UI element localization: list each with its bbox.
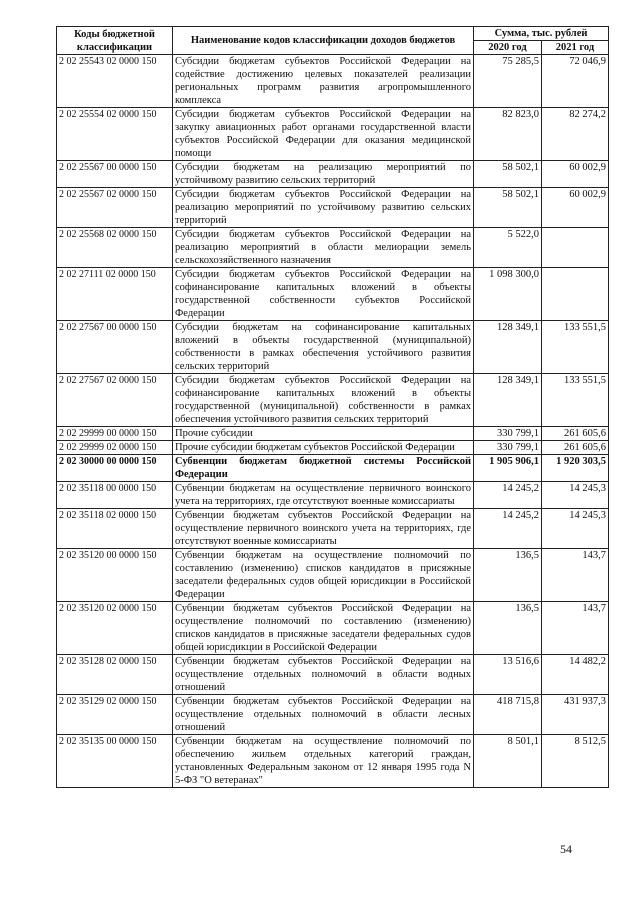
page-number: 54 [560, 842, 572, 856]
amount-2021-cell: 133 551,5 [542, 374, 609, 427]
table-row [57, 188, 609, 228]
amount-2021-cell: 143,7 [542, 549, 609, 602]
amount-2021-cell: 8 512,5 [542, 735, 609, 788]
table-row [57, 482, 609, 509]
budget-code-cell: 2 02 35129 02 0000 150 [57, 695, 173, 735]
amount-2021-cell: 14 245,3 [542, 482, 609, 509]
amount-2020-cell: 75 285,5 [474, 55, 542, 108]
budget-code-cell: 2 02 29999 02 0000 150 [57, 441, 173, 455]
amount-2020-cell: 58 502,1 [474, 161, 542, 188]
amount-2021-cell [542, 228, 609, 268]
amount-2021-cell: 261 605,6 [542, 441, 609, 455]
amount-2021-cell: 60 002,9 [542, 161, 609, 188]
amount-2020-cell: 136,5 [474, 549, 542, 602]
amount-2020-cell: 58 502,1 [474, 188, 542, 228]
table-row [57, 655, 609, 695]
table-row [57, 228, 609, 268]
budget-code-cell: 2 02 25567 00 0000 150 [57, 161, 173, 188]
table-body [57, 55, 609, 788]
amount-2020-cell: 1 098 300,0 [474, 268, 542, 321]
amount-2020-cell: 5 522,0 [474, 228, 542, 268]
amount-2020-cell: 128 349,1 [474, 374, 542, 427]
amount-2021-cell: 133 551,5 [542, 321, 609, 374]
table-row [57, 509, 609, 549]
amount-2020-cell: 136,5 [474, 602, 542, 655]
header-year-2021: 2021 год [542, 41, 609, 55]
budget-code-cell: 2 02 27567 00 0000 150 [57, 321, 173, 374]
income-name-cell: Субвенции бюджетам субъектов Российской Федерации на осуществление отдельных полномочий в области водных отношений [173, 655, 474, 695]
amount-2020-cell: 14 245,2 [474, 509, 542, 549]
amount-2021-cell: 431 937,3 [542, 695, 609, 735]
income-name-cell: Субсидии бюджетам субъектов Российской Федерации на софинансирование капитальных вложений в объекты государственной собственности субъектов Российской Федерации [173, 268, 474, 321]
table-row [57, 441, 609, 455]
amount-2021-cell: 261 605,6 [542, 427, 609, 441]
amount-2021-cell: 14 482,2 [542, 655, 609, 695]
amount-2020-cell: 82 823,0 [474, 108, 542, 161]
amount-2021-cell: 143,7 [542, 602, 609, 655]
income-name-cell: Субсидии бюджетам субъектов Российской Федерации на содействие достижению целевых показателей реализации региональных программ развития агропромышленного комплекса [173, 55, 474, 108]
budget-code-cell: 2 02 30000 00 0000 150 [57, 455, 173, 482]
income-name-cell: Субсидии бюджетам на софинансирование капитальных вложений в объекты государственной (муниципальной) собственности в рамках обеспечения устойчивого развития сельских территорий [173, 321, 474, 374]
amount-2020-cell: 14 245,2 [474, 482, 542, 509]
amount-2020-cell: 330 799,1 [474, 441, 542, 455]
income-name-cell: Субсидии бюджетам субъектов Российской Федерации на реализацию мероприятий в области мелиорации земель сельскохозяйственного назначения [173, 228, 474, 268]
income-name-cell: Субвенции бюджетам субъектов Российской Федерации на осуществление первичного воинского учета на территориях, где отсутствуют военные комиссариаты [173, 509, 474, 549]
amount-2020-cell: 128 349,1 [474, 321, 542, 374]
amount-2021-cell: 82 274,2 [542, 108, 609, 161]
income-name-cell: Субсидии бюджетам субъектов Российской Федерации на закупку авиационных работ органами государственной власти субъектов Российской Федерации для оказания медицинской помощи [173, 108, 474, 161]
income-name-cell: Субвенции бюджетам на осуществление полномочий по составлению (изменению) списков кандидатов в присяжные заседатели федеральных судов общей юрисдикции в Российской Федерации [173, 549, 474, 602]
budget-code-cell: 2 02 25567 02 0000 150 [57, 188, 173, 228]
header-sum: Сумма, тыс. рублей [474, 27, 609, 41]
table-row [57, 549, 609, 602]
income-name-cell: Прочие субсидии бюджетам субъектов Российской Федерации [173, 441, 474, 455]
amount-2020-cell: 8 501,1 [474, 735, 542, 788]
table-row [57, 321, 609, 374]
budget-code-cell: 2 02 35120 02 0000 150 [57, 602, 173, 655]
header-name: Наименование кодов классификации доходов бюджетов [173, 27, 474, 55]
table-row [57, 268, 609, 321]
amount-2021-cell: 60 002,9 [542, 188, 609, 228]
budget-code-cell: 2 02 29999 00 0000 150 [57, 427, 173, 441]
income-name-cell: Субсидии бюджетам субъектов Российской Федерации на реализацию мероприятий по устойчивому развитию сельских территорий [173, 188, 474, 228]
income-name-cell: Прочие субсидии [173, 427, 474, 441]
amount-2020-cell: 1 905 906,1 [474, 455, 542, 482]
amount-2020-cell: 330 799,1 [474, 427, 542, 441]
table-row [57, 55, 609, 108]
amount-2020-cell: 13 516,6 [474, 655, 542, 695]
budget-code-cell: 2 02 35118 00 0000 150 [57, 482, 173, 509]
budget-code-cell: 2 02 35128 02 0000 150 [57, 655, 173, 695]
table-row [57, 108, 609, 161]
header-code: Коды бюджетной классификации [57, 27, 173, 55]
table-row [57, 602, 609, 655]
income-name-cell: Субвенции бюджетам субъектов Российской Федерации на осуществление полномочий по составлению (изменению) списков кандидатов в присяжные заседатели федеральных судов общей юрисдикции в Российской Федерации [173, 602, 474, 655]
table-row [57, 161, 609, 188]
income-name-cell: Субсидии бюджетам субъектов Российской Федерации на софинансирование капитальных вложений в объекты государственной (муниципальной) собственности в рамках обеспечения устойчивого развития сельских территорий [173, 374, 474, 427]
income-name-cell: Субвенции бюджетам субъектов Российской Федерации на осуществление отдельных полномочий в области лесных отношений [173, 695, 474, 735]
table-header [57, 27, 609, 55]
amount-2020-cell: 418 715,8 [474, 695, 542, 735]
table-row [57, 455, 609, 482]
budget-code-cell: 2 02 27567 02 0000 150 [57, 374, 173, 427]
table-row [57, 427, 609, 441]
table-row [57, 735, 609, 788]
income-name-cell: Субвенции бюджетам на осуществление полномочий по обеспечению жильем отдельных категорий граждан, установленных Федеральным законом от 12 января 1995 года N 5-ФЗ "О ветеранах" [173, 735, 474, 788]
amount-2021-cell: 14 245,3 [542, 509, 609, 549]
income-name-cell: Субсидии бюджетам на реализацию мероприятий по устойчивому развитию сельских территорий [173, 161, 474, 188]
header-year-2020: 2020 год [474, 41, 542, 55]
amount-2021-cell: 1 920 303,5 [542, 455, 609, 482]
amount-2021-cell: 72 046,9 [542, 55, 609, 108]
budget-code-cell: 2 02 25554 02 0000 150 [57, 108, 173, 161]
table-row [57, 695, 609, 735]
budget-code-cell: 2 02 35135 00 0000 150 [57, 735, 173, 788]
amount-2021-cell [542, 268, 609, 321]
income-name-cell: Субвенции бюджетам на осуществление первичного воинского учета на территориях, где отсутствуют военные комиссариаты [173, 482, 474, 509]
income-name-cell: Субвенции бюджетам бюджетной системы Российской Федерации [173, 455, 474, 482]
budget-code-cell: 2 02 27111 02 0000 150 [57, 268, 173, 321]
budget-code-cell: 2 02 25543 02 0000 150 [57, 55, 173, 108]
budget-code-cell: 2 02 25568 02 0000 150 [57, 228, 173, 268]
budget-code-cell: 2 02 35120 00 0000 150 [57, 549, 173, 602]
table-row [57, 374, 609, 427]
budget-revenue-table [56, 26, 609, 788]
budget-code-cell: 2 02 35118 02 0000 150 [57, 509, 173, 549]
